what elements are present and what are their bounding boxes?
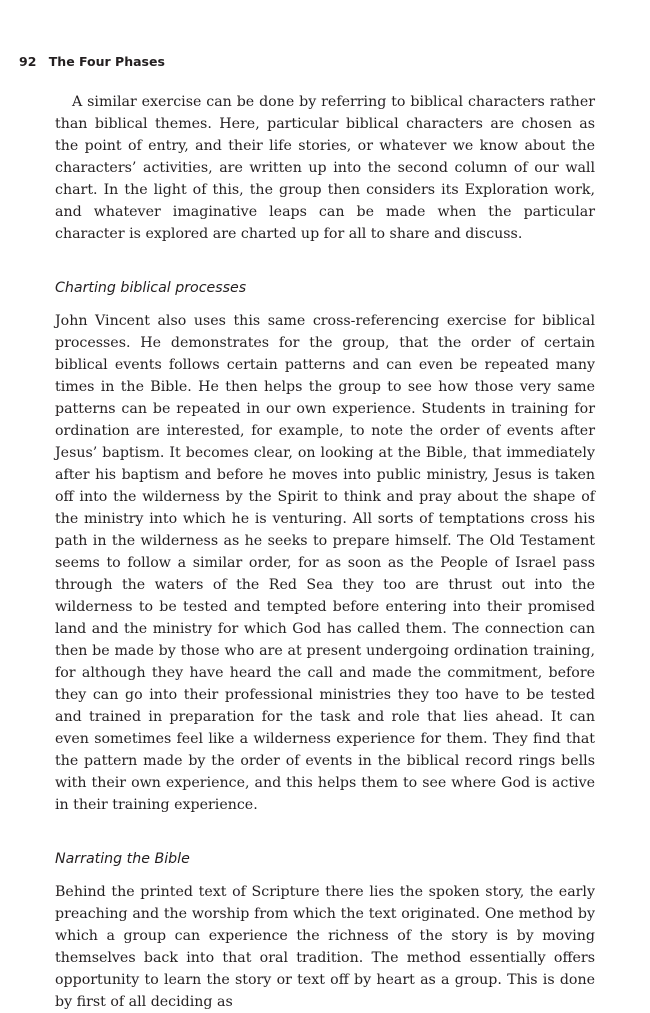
chapter-title: The Four Phases	[48, 54, 165, 69]
subheading-narrating-bible: Narrating the Bible	[55, 851, 190, 867]
running-head	[19, 53, 165, 71]
page-number: 92	[19, 54, 37, 69]
paragraph-narrating: Behind the printed text of Scripture there lies the spoken story, the early preaching and the worship from which the text originated. One method by which a group can experience the richness of the story is by moving themselves back into that oral tradition. The method essentially offers opportunity to learn the story or text off by heart as a group. This is done by first of all deciding as	[55, 884, 595, 1010]
subheading-charting-processes: Charting biblical processes	[55, 280, 247, 296]
paragraph-characters: A similar exercise can be done by referring to biblical characters rather than biblical themes. Here, particular biblical characters are chosen as the point of entry, and their life stories, or whatever we know about the characters’ activities, are written up into the second column of our wall chart. In the light of this, the group then considers its Exploration work, and whatever imaginative leaps can be made when the particular character is explored are charted up for all to share and discuss.	[55, 94, 595, 242]
paragraph-processes: John Vincent also uses this same cross-referencing exercise for biblical processes. He demonstrates for the group, that the order of certain biblical events follows certain patterns and can even be repeated many times in the Bible. He then helps the group to see how those very same patterns can be repeated in our own experience. Students in training for ordination are interested, for example, to note the order of events after Jesus’ baptism. It becomes clear, on looking at the Bible, that immediately after his baptism and before he moves into public ministry, Jesus is taken off into the wilderness by the Spirit to think and pray about the shape of the ministry into which he is venturing. All sorts of temptations cross his path in the wilderness as he seeks to prepare himself. The Old Testament seems to follow a similar order, for as soon as the People of Israel pass through the waters of the Red Sea they too are thrust out into the wilderness to be tested and tempted before entering into their promised land and the ministry for which God has called them. The connection can then be made by those who are at present undergoing ordination training, for although they have heard the call and made the commitment, before they can go into their professional ministries they too have to be tested and trained in preparation for the task and role that lies ahead. It can even sometimes feel like a wilderness experience for them. They find that the pattern made by the order of events in the biblical record rings bells with their own experience, and this helps them to see where God is active in their training experience.	[55, 313, 595, 813]
page-body	[55, 91, 595, 1013]
